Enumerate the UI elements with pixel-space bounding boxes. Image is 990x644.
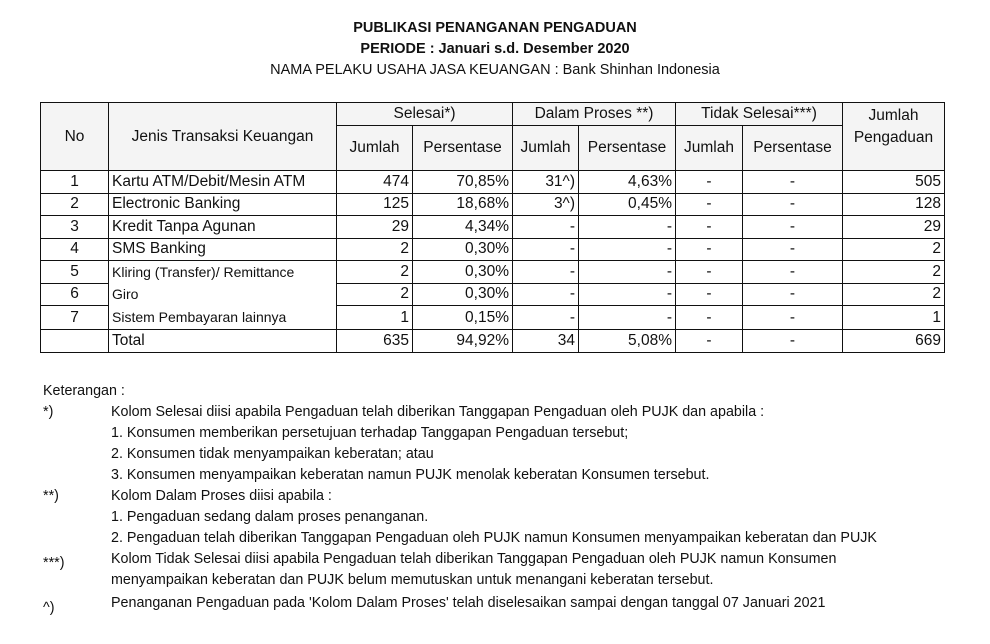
cell-selesai-persentase: 0,15%: [413, 306, 513, 330]
note-line: Penanganan Pengaduan pada 'Kolom Dalam Proses' telah diselesaikan sampai dengan tanggal 07 Januari 2021: [111, 595, 826, 611]
note-line: 2. Pengaduan telah diberikan Tanggapan Pengaduan oleh PUJK namun Konsumen menyampaikan keberatan dan PUJK: [111, 530, 877, 546]
cell-jumlah-pengaduan: 2: [843, 238, 945, 261]
note-line: 2. Konsumen tidak menyampaikan keberatan; atau: [111, 446, 434, 462]
col-group-tidak-selesai: Tidak Selesai***): [676, 103, 843, 126]
cell-ts-jumlah: -: [676, 216, 743, 239]
cell-dp-jumlah: -: [513, 306, 579, 330]
document-title: PUBLIKASI PENANGANAN PENGADUAN: [353, 20, 637, 36]
cell-ts-persentase: -: [743, 261, 843, 284]
cell-no: 6: [41, 283, 109, 306]
table-row: [41, 216, 945, 239]
cell-no: 7: [41, 306, 109, 330]
note-mark: ***): [43, 555, 65, 571]
total-jumlah-pengaduan: 669: [843, 330, 945, 353]
cell-jumlah-pengaduan: 2: [843, 261, 945, 284]
total-dp-persentase: 5,08%: [579, 330, 676, 353]
cell-jumlah-pengaduan: 1: [843, 306, 945, 330]
table-row: [41, 238, 945, 261]
total-row: [41, 330, 945, 353]
cell-selesai-persentase: 0,30%: [413, 283, 513, 306]
cell-jumlah-pengaduan: 2: [843, 283, 945, 306]
col-header-jumlah-pengaduan: [843, 103, 945, 171]
cell-ts-jumlah: -: [676, 171, 743, 194]
note-line: Kolom Tidak Selesai diisi apabila Pengaduan telah diberikan Tanggapan Pengaduan oleh PUJK namun Konsumen: [111, 551, 837, 567]
cell-ts-jumlah: -: [676, 193, 743, 216]
col-header-dp-jumlah: Jumlah: [513, 126, 579, 171]
cell-ts-jumlah: -: [676, 261, 743, 284]
col-group-dalam-proses: Dalam Proses **): [513, 103, 676, 126]
cell-no: 1: [41, 171, 109, 194]
col-header-selesai-persentase: Persentase: [413, 126, 513, 171]
cell-selesai-persentase: 0,30%: [413, 261, 513, 284]
col-group-selesai: Selesai*): [337, 103, 513, 126]
cell-no: 5: [41, 261, 109, 284]
cell-dp-persentase: -: [579, 238, 676, 261]
cell-selesai-persentase: 0,30%: [413, 238, 513, 261]
total-label: Total: [109, 330, 337, 353]
cell-ts-persentase: -: [743, 193, 843, 216]
col-header-jumlah-pengaduan-line1: Jumlah: [868, 107, 919, 124]
cell-jenis: SMS Banking: [109, 238, 337, 261]
cell-ts-persentase: -: [743, 306, 843, 330]
total-selesai-persentase: 94,92%: [413, 330, 513, 353]
cell-selesai-persentase: 18,68%: [413, 193, 513, 216]
note-mark: **): [43, 488, 59, 504]
cell-selesai-persentase: 70,85%: [413, 171, 513, 194]
cell-selesai-jumlah: 474: [337, 171, 413, 194]
col-header-selesai-jumlah: Jumlah: [337, 126, 413, 171]
cell-ts-jumlah: -: [676, 238, 743, 261]
cell-ts-persentase: -: [743, 216, 843, 239]
table-row: [41, 306, 945, 330]
cell-selesai-jumlah: 2: [337, 283, 413, 306]
note-mark: *): [43, 404, 54, 420]
cell-no: 3: [41, 216, 109, 239]
cell-dp-persentase: 0,45%: [579, 193, 676, 216]
cell-ts-persentase: -: [743, 171, 843, 194]
note-line: Kolom Dalam Proses diisi apabila :: [111, 488, 332, 504]
cell-ts-persentase: -: [743, 238, 843, 261]
cell-selesai-jumlah: 2: [337, 261, 413, 284]
note-line: Kolom Selesai diisi apabila Pengaduan telah diberikan Tanggapan Pengaduan oleh PUJK dan apabila :: [111, 404, 765, 420]
note-line: 1. Pengaduan sedang dalam proses penanganan.: [111, 509, 429, 525]
cell-no: 4: [41, 238, 109, 261]
cell-jumlah-pengaduan: 505: [843, 171, 945, 194]
col-header-dp-persentase: Persentase: [579, 126, 676, 171]
total-ts-jumlah: -: [676, 330, 743, 353]
period-label: PERIODE : Januari s.d. Desember 2020: [360, 41, 630, 57]
institution-name: NAMA PELAKU USAHA JASA KEUANGAN : Bank Shinhan Indonesia: [270, 62, 720, 78]
col-header-no: No: [41, 103, 109, 171]
cell-jumlah-pengaduan: 128: [843, 193, 945, 216]
cell-dp-persentase: -: [579, 306, 676, 330]
complaint-table: [40, 102, 945, 353]
col-header-ts-persentase: Persentase: [743, 126, 843, 171]
cell-jenis: Electronic Banking: [109, 193, 337, 216]
cell-jenis: Sistem Pembayaran lainnya: [109, 306, 337, 330]
cell-ts-persentase: -: [743, 283, 843, 306]
note-mark: ^): [43, 600, 55, 616]
col-header-jenis: Jenis Transaksi Keuangan: [109, 103, 337, 171]
cell-selesai-jumlah: 1: [337, 306, 413, 330]
total-ts-persentase: -: [743, 330, 843, 353]
notes-heading: Keterangan :: [43, 383, 125, 399]
cell-jenis: Kredit Tanpa Agunan: [109, 216, 337, 239]
cell-dp-persentase: 4,63%: [579, 171, 676, 194]
col-header-ts-jumlah: Jumlah: [676, 126, 743, 171]
total-dp-jumlah: 34: [513, 330, 579, 353]
cell-selesai-jumlah: 125: [337, 193, 413, 216]
cell-dp-persentase: -: [579, 261, 676, 284]
table-row: [41, 261, 945, 284]
cell-dp-persentase: -: [579, 216, 676, 239]
cell-dp-jumlah: 3^): [513, 193, 579, 216]
table-row: [41, 171, 945, 194]
cell-selesai-jumlah: 29: [337, 216, 413, 239]
note-line: 3. Konsumen menyampaikan keberatan namun PUJK menolak keberatan Konsumen tersebut.: [111, 467, 710, 483]
cell-dp-jumlah: -: [513, 216, 579, 239]
col-header-jumlah-pengaduan-line2: Pengaduan: [853, 129, 934, 146]
cell-no: 2: [41, 193, 109, 216]
note-line: menyampaikan keberatan dan PUJK belum memutuskan untuk menangani keberatan tersebut.: [111, 572, 714, 588]
cell-dp-jumlah: -: [513, 238, 579, 261]
cell-selesai-jumlah: 2: [337, 238, 413, 261]
cell-dp-jumlah: 31^): [513, 171, 579, 194]
cell-jenis: Kartu ATM/Debit/Mesin ATM: [109, 171, 337, 194]
cell-ts-jumlah: -: [676, 283, 743, 306]
cell-dp-jumlah: -: [513, 261, 579, 284]
table-row: [41, 283, 945, 306]
cell-jenis: Giro: [109, 283, 337, 306]
cell-no-empty: [41, 330, 109, 353]
cell-dp-persentase: -: [579, 283, 676, 306]
note-line: 1. Konsumen memberikan persetujuan terhadap Tanggapan Pengaduan tersebut;: [111, 425, 629, 441]
cell-jumlah-pengaduan: 29: [843, 216, 945, 239]
cell-ts-jumlah: -: [676, 306, 743, 330]
total-selesai-jumlah: 635: [337, 330, 413, 353]
cell-dp-jumlah: -: [513, 283, 579, 306]
cell-jenis: Kliring (Transfer)/ Remittance: [109, 261, 337, 284]
cell-selesai-persentase: 4,34%: [413, 216, 513, 239]
table-row: [41, 193, 945, 216]
